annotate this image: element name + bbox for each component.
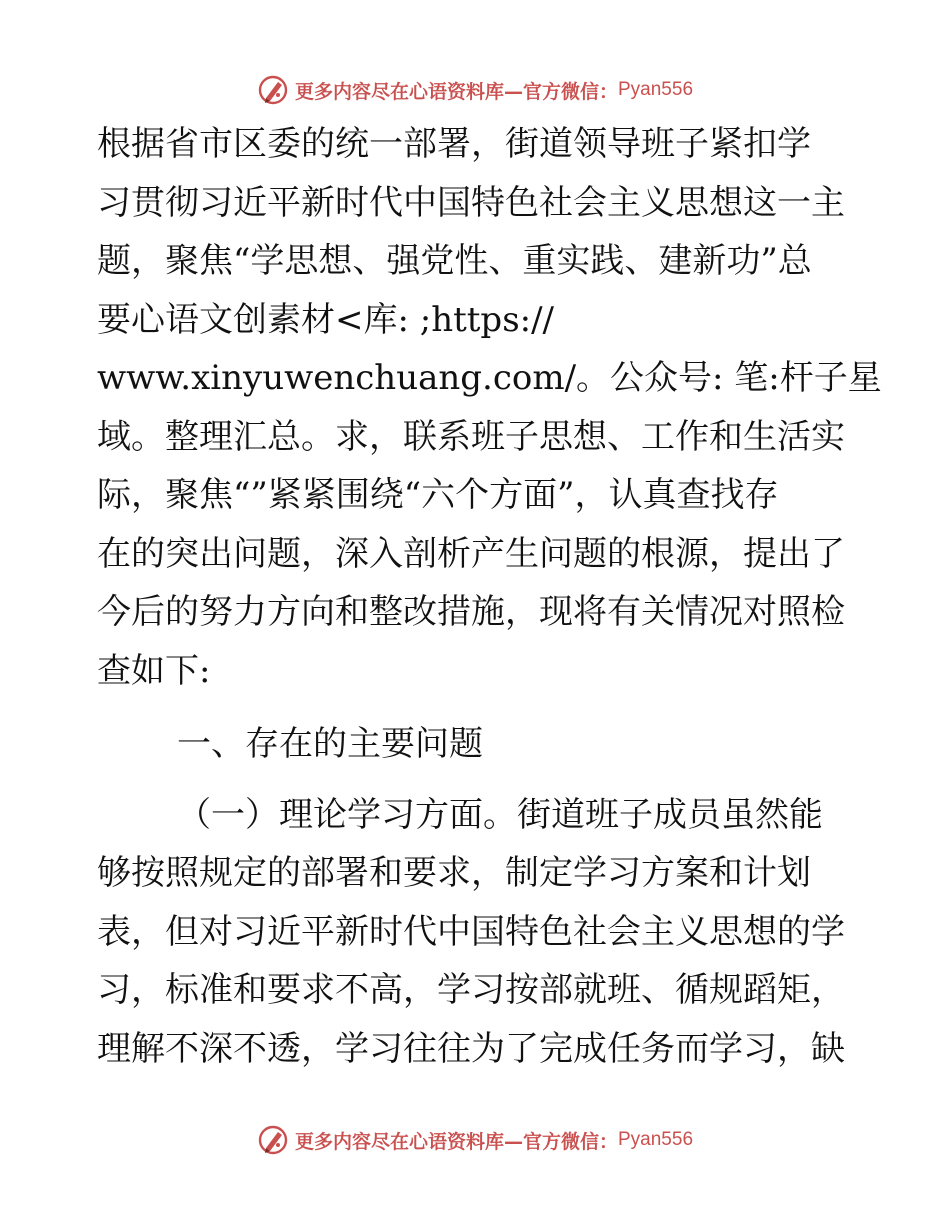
pen-logo-icon <box>257 73 291 107</box>
text-line: 根据省市区委的统一部署，街道领导班子紧扣学 <box>97 124 811 164</box>
text-line: 习，标准和要求不高，学习按部就班、循规蹈矩， <box>97 970 845 1010</box>
text-line: 够按照规定的部署和要求，制定学习方案和计划 <box>97 853 811 893</box>
document-body <box>97 115 882 1078</box>
banner-text: 更多内容尽在心语资料库—官方微信： <box>294 80 618 103</box>
banner-text: 更多内容尽在心语资料库—官方微信： <box>294 1130 618 1153</box>
text-line: 际，聚焦“”紧紧围绕“六个方面”，认真查找存 <box>97 475 779 515</box>
header-banner <box>0 70 950 110</box>
footer-banner <box>0 1120 950 1160</box>
text-line: 题，聚焦“学思想、强党性、重实践、建新功”总 <box>97 241 812 281</box>
text-line: 在的突出问题，深入剖析产生问题的根源，提出了 <box>97 533 845 574</box>
pen-logo-icon <box>257 1123 291 1157</box>
text-line: 今后的努力方向和整改措施，现将有关情况对照检 <box>97 592 845 632</box>
banner-wechat-id: Pyan556 <box>618 1129 694 1150</box>
text-line: 习贯彻习近平新时代中国特色社会主义思想这一主 <box>97 182 845 223</box>
text-line: www.xinyuwenchuang.com/。公众号: 笔:杆子星 <box>97 358 882 398</box>
text-line: 要心语文创素材<库: ;https:// <box>97 299 555 340</box>
text-line: （一）理论学习方面。街道班子成员虽然能 <box>177 794 823 835</box>
text-line: 理解不深不透，学习往往为了完成任务而学习，缺 <box>97 1028 845 1069</box>
section-heading: 一、存在的主要问题 <box>177 724 483 764</box>
banner-wechat-id: Pyan556 <box>618 79 694 100</box>
text-line: 域。整理汇总。求，联系班子思想、工作和生活实 <box>97 416 845 457</box>
text-line: 查如下: <box>97 650 211 691</box>
text-line: 表，但对习近平新时代中国特色社会主义思想的学 <box>97 911 845 952</box>
